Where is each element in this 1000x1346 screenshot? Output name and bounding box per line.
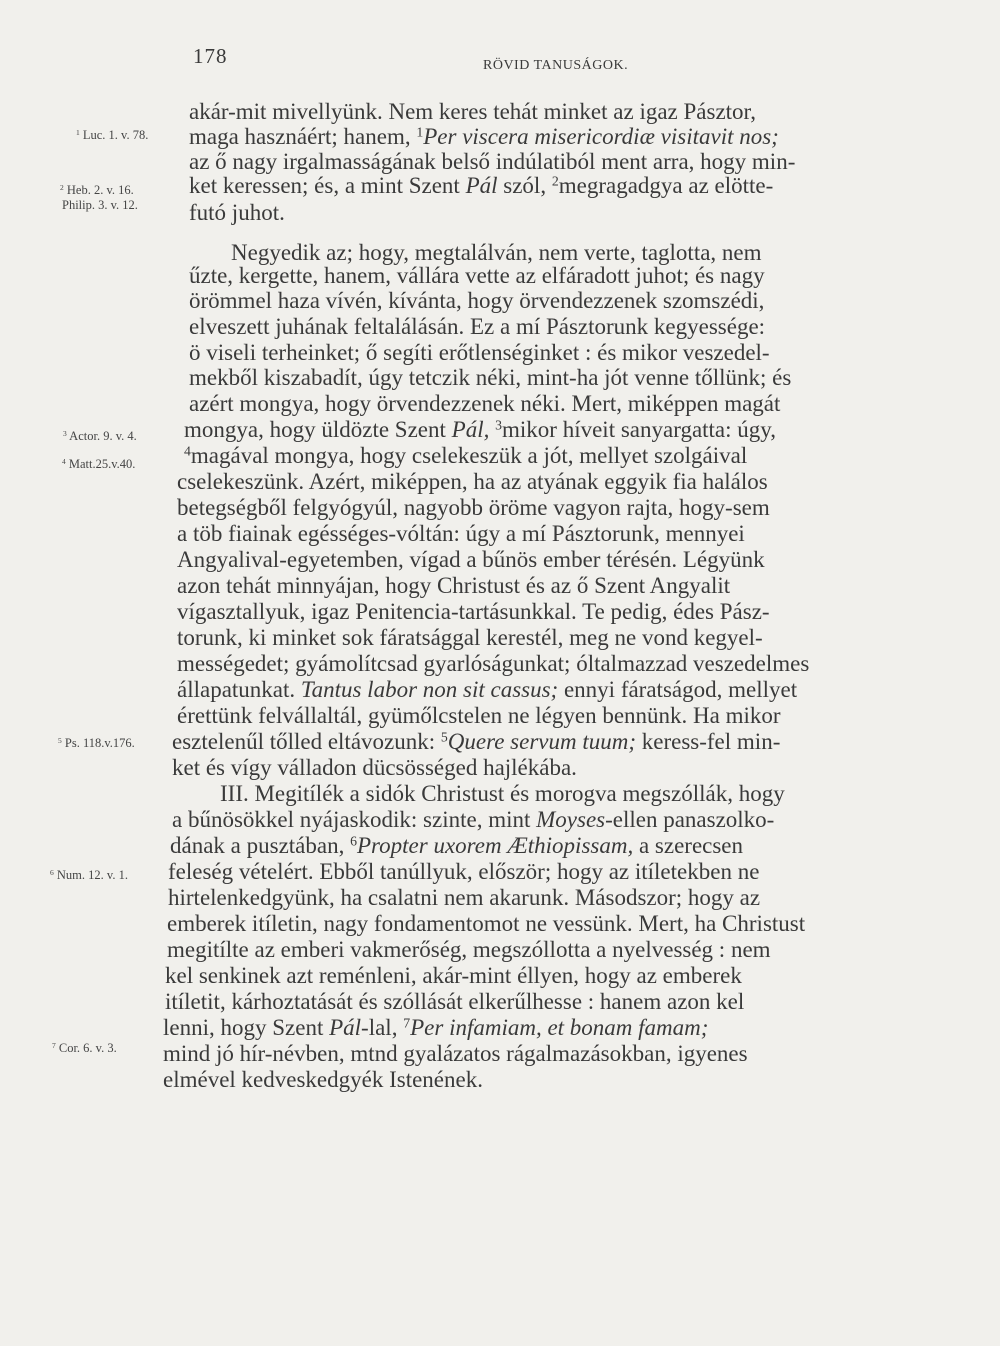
text-line: emberek itíletin, nagy fondamentomot ne vessünk. Mert, ha Christust — [167, 911, 806, 936]
text-line: Angyalival-egyetemben, vígad a bűnös ember térésén. Légyünk — [177, 547, 765, 572]
margin-note: $^1$ Luc. 1. v. 78. — [76, 127, 149, 142]
text-line: Negyedik az; hogy, megtalálván, nem verte, taglotta, nem — [231, 240, 762, 265]
text-line: akár-mit mivellyünk. Nem keres tehát minket az igaz Pásztor, — [189, 99, 757, 124]
text-line: maga hasznáért; hanem, $^1$Per viscera misericordiæ visitavit nos; — [189, 124, 779, 149]
text-line: mekből kiszabadít, úgy tetczik néki, mint-ha jót venne tőllünk; és — [189, 365, 792, 390]
text-line: mességedet; gyámolítcsad gyarlóságunkat; óltalmazzad veszedelmes — [177, 651, 810, 676]
text-line: itíletit, kárhoztatását és szóllását elkerűlhesse : hanem azon kel — [165, 989, 745, 1014]
text-line: betegségből felgyógyúl, nagyobb öröme vagyon rajta, hogy-sem — [177, 495, 770, 520]
text-line: űzte, kergette, hanem, vállára vette az elfáradott juhot; és nagy — [189, 263, 765, 288]
text-line: feleség vételért. Ebből tanúllyuk, először; hogy az itíletekben ne — [168, 859, 760, 884]
text-line: az ő nagy irgalmasságának belső indúlatiból ment arra, hogy min- — [189, 149, 796, 174]
margin-note: $^7$ Cor. 6. v. 3. — [52, 1040, 117, 1055]
text-line: ket és vígy válladon dücsösséged hajlékába. — [172, 755, 577, 780]
page-number: 178 — [193, 44, 228, 68]
text-line: futó juhot. — [189, 200, 285, 225]
text-line: elmével kedveskedgyék Istenének. — [163, 1067, 483, 1092]
text-line: megitílte az emberi vakmerőség, megszóllotta a nyelvesség : nem — [167, 937, 771, 962]
text-line: ket keressen; és, a mint Szent Pál szól, $^2$megragadgya az elötte- — [189, 173, 774, 198]
text-line: dának a pusztában, $^6$Propter uxorem Æthiopissam, a szerecsen — [170, 833, 744, 858]
text-line: a töb fiainak egésséges-vóltán: úgy a mí Pásztorunk, mennyei — [177, 521, 745, 546]
text-line: elveszett juhának feltalálásán. Ez a mí Pásztorunk kegyessége: — [189, 314, 766, 339]
margin-note: Philip. 3. v. 12. — [62, 198, 138, 212]
text-line: $^4$magával mongya, hogy cselekeszük a jót, mellyet szolgáival — [184, 443, 748, 468]
text-line: érettünk felvállaltál, gyümőlcstelen ne légyen bennünk. Ha mikor — [177, 703, 781, 728]
text-line: kel senkinek azt reménleni, akár-mint éllyen, hogy az emberek — [165, 963, 742, 988]
margin-note: $^4$ Matt.25.v.40. — [62, 456, 136, 471]
text-line: III. Megitílék a sidók Christust és morogva megszóllák, hogy — [220, 781, 785, 806]
text-line: azon tehát minnyájan, hogy Christust és az ő Szent Angyalit — [177, 573, 731, 598]
text-line: ö viseli terheinket; ő segíti erőtlenséginket : és mikor veszedel- — [189, 340, 770, 365]
text-line: cselekeszünk. Azért, miképpen, ha az atyának eggyik fia halálos — [177, 469, 768, 494]
text-line: azért mongya, hogy örvendezzenek néki. Mert, miképpen magát — [189, 391, 781, 416]
text-line: hirtelenkedgyünk, ha csalatni nem akarunk. Másodszor; hogy az — [168, 885, 761, 910]
text-line: torunk, ki minket sok fáratsággal kerestél, meg ne vond kegyel- — [177, 625, 763, 650]
margin-note: $^5$ Ps. 118.v.176. — [58, 735, 135, 750]
text-line: esztelenűl tőlled eltávozunk: $^5$Quere servum tuum; keress-fel min- — [172, 729, 781, 754]
text-line: lenni, hogy Szent Pál-lal, $^7$Per infamiam, et bonam famam; — [163, 1015, 709, 1040]
text-line: örömmel haza vívén, kívánta, hogy örvendezzenek szomszédi, — [189, 288, 765, 313]
margin-note: $^3$ Actor. 9. v. 4. — [63, 428, 137, 443]
text-line: vígasztallyuk, igaz Penitencia-tartásunkkal. Te pedig, édes Pász- — [177, 599, 770, 624]
text-line: a bűnösökkel nyájaskodik: szinte, mint Moyses-ellen panaszolko- — [172, 807, 775, 832]
running-title: RÖVID TANUSÁGOK. — [483, 58, 629, 73]
margin-note: $^6$ Num. 12. v. 1. — [50, 867, 128, 882]
margin-note: $^2$ Heb. 2. v. 16. — [60, 182, 134, 197]
text-line: mind jó hír-névben, mtnd gyalázatos rágalmazásokban, igyenes — [163, 1041, 748, 1066]
text-line: mongya, hogy üldözte Szent Pál, $^3$mikor híveit sanyargatta: úgy, — [184, 417, 777, 442]
text-line: állapatunkat. Tantus labor non sit cassus; ennyi fáratságod, mellyet — [177, 677, 798, 702]
